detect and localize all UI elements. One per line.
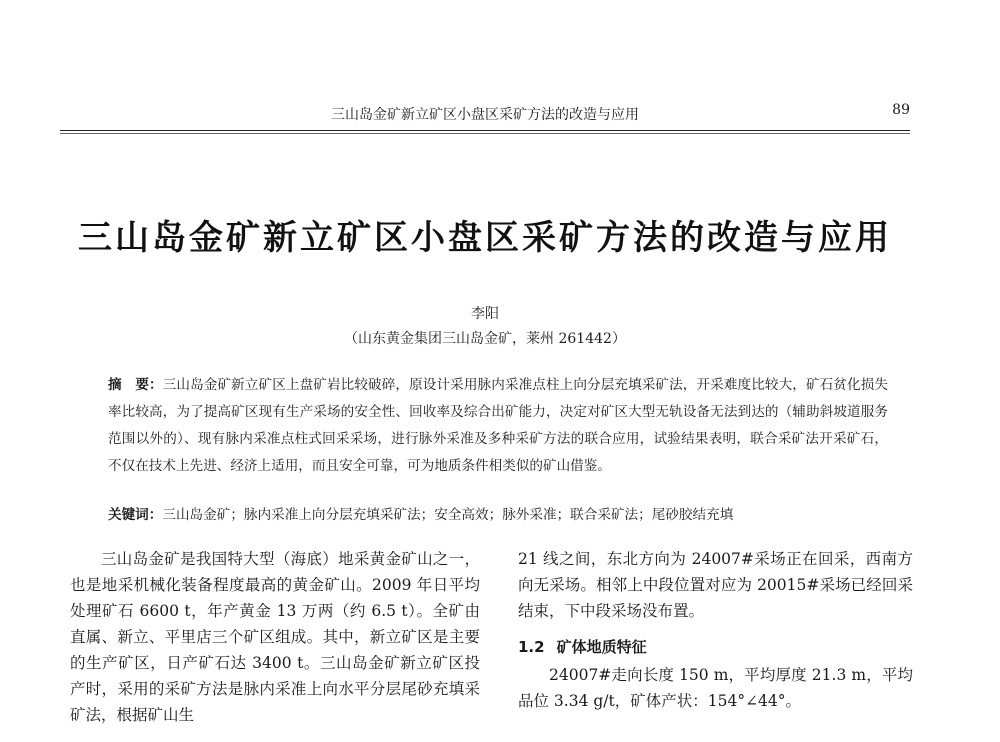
keywords-text: 三山岛金矿；脉内采准上向分层充填采矿法；安全高效；脉外采准；联合采矿法；尾砂胶结充填 [162,507,734,523]
body-paragraph: 21 线之间，东北方向为 24007#采场正在回采，西南方向无采场。相邻上中段位置对应为 20015#采场已经回采结束，下中段采场没布置。 [518,550,913,620]
section-number: 1.2 [518,638,545,656]
header-rule [60,130,910,131]
body-right-column [518,546,913,714]
keywords-label: 关键词： [108,507,163,523]
body-paragraph: 三山岛金矿是我国特大型（海底）地采黄金矿山之一，也是地采机械化装备程度最高的黄金矿山。2009 年日平均处理矿石 6600 t，年产黄金 13 万两（约 6.5 t）。全矿由直属、新立、平里店三个矿区组成。其中，新立矿区是主要的生产矿区，日产矿石达 3400 t。三山岛金矿新立矿区投产时，采用的采矿方法是脉内采准上向水平分层尾砂充填采矿法，根据矿山生 [70,550,480,724]
abstract-text: 三山岛金矿新立矿区上盘矿岩比较破碎，原设计采用脉内采准点柱上向分层充填采矿法，开采难度比较大，矿石贫化损失率比较高，为了提高矿区现有生产采场的安全性、回收率及综合出矿能力，决定对矿区大型无轨设备无法到达的（辅助斜坡道服务范围以外的）、现有脉内采准点柱式回采采场，进行脉外采准及多种采矿方法的联合应用，试验结果表明，联合采矿法开采矿石，不仅在技术上先进、经济上适用，而且安全可靠，可为地质条件相类似的矿山借鉴。 [108,377,889,474]
section-heading [518,634,913,660]
running-title: 三山岛金矿新立矿区小盘区采矿方法的改造与应用 [331,107,639,123]
keywords [108,504,888,526]
affiliation: （山东黄金集团三山岛金矿，莱州 261442） [344,331,626,347]
article-title: 三山岛金矿新立矿区小盘区采矿方法的改造与应用 [78,218,892,258]
body-left-column [70,546,480,728]
abstract-label: 摘 要： [108,377,163,393]
header-rule-thin [60,133,910,134]
author: 李阳 [471,306,499,322]
section-title: 矿体地质特征 [556,638,647,656]
page-number: 89 [892,102,910,118]
abstract [108,372,888,480]
running-head [60,104,910,128]
body-paragraph: 24007#走向长度 150 m，平均厚度 21.3 m，平均品位 3.34 g/t，矿体产状：154°∠44°。 [518,666,913,710]
